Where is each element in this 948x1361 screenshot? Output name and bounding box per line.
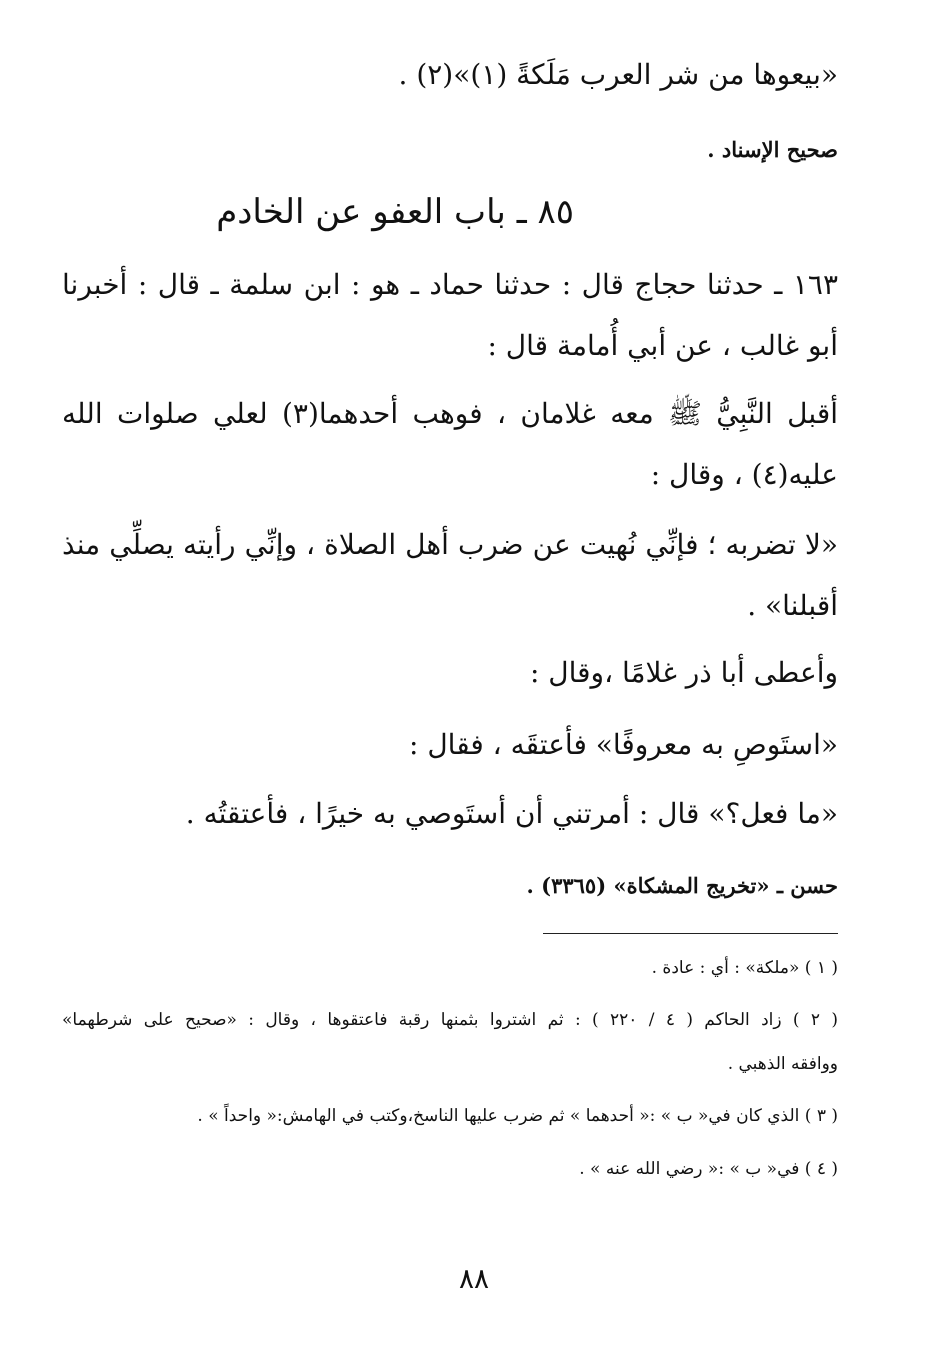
matn-line-2: عليه(٤) ، وقال : — [650, 458, 838, 491]
isnad-line-2: أبو غالب ، عن أبي أُمامة قال : — [487, 329, 838, 362]
hadith-previous-ending: «بيعوها من شر العرب مَلَكةً (١)»(٢) . — [398, 58, 838, 91]
footnote-4: ( ٤ ) في« ب » :« رضي الله عنه » . — [579, 1159, 838, 1179]
footnote-2-line-1: ( ٢ ) زاد الحاكم ( ٤ / ٢٢٠ ) : ثم اشتروا بثمنها رقبة فاعتقوها ، وقال : «صحيح على شرطهما» — [62, 1010, 838, 1030]
grading-previous: صحيح الإسناد . — [707, 137, 838, 162]
matn-line-5: وأعطى أبا ذر غلامًا ،وقال : — [529, 656, 838, 689]
matn-line-3: «لا تضربه ؛ فإنِّي نُهيت عن ضرب أهل الصلاة ، وإنِّي رأيته يصلِّي منذ — [62, 528, 838, 561]
hadith-grading: حسن ـ «تخريج المشكاة» (٣٣٦٥) . — [526, 873, 838, 898]
footnote-3: ( ٣ ) الذي كان في« ب » :« أحدهما » ثم ضرب عليها الناسخ،وكتب في الهامش:« واحداً » . — [197, 1106, 838, 1126]
matn-line-1: أقبل النَّبِيُّ ﷺ معه غلامان ، فوهب أحدهما(٣) لعلي صلوات الله — [62, 397, 838, 430]
matn-line-7: «ما فعل؟» قال : أمرتني أن أستَوصي به خيرًا ، فأعتقتُه . — [185, 797, 838, 830]
footnote-separator — [543, 933, 838, 934]
matn-line-6: «استَوصِ به معروفًا» فأعتقَه ، فقال : — [408, 728, 838, 761]
matn-line-4: أقبلنا» . — [747, 589, 838, 622]
page-number: ٨٨ — [458, 1262, 490, 1295]
footnote-1: ( ١ ) «ملكة» : أي : عادة . — [651, 958, 838, 978]
footnote-2-line-2: ووافقه الذهبي . — [727, 1054, 838, 1074]
chapter-title: ٨٥ ـ باب العفو عن الخادم — [216, 192, 574, 232]
isnad-line-1: ١٦٣ ـ حدثنا حجاج قال : حدثنا حماد ـ هو : ابن سلمة ـ قال : أخبرنا — [62, 268, 838, 301]
